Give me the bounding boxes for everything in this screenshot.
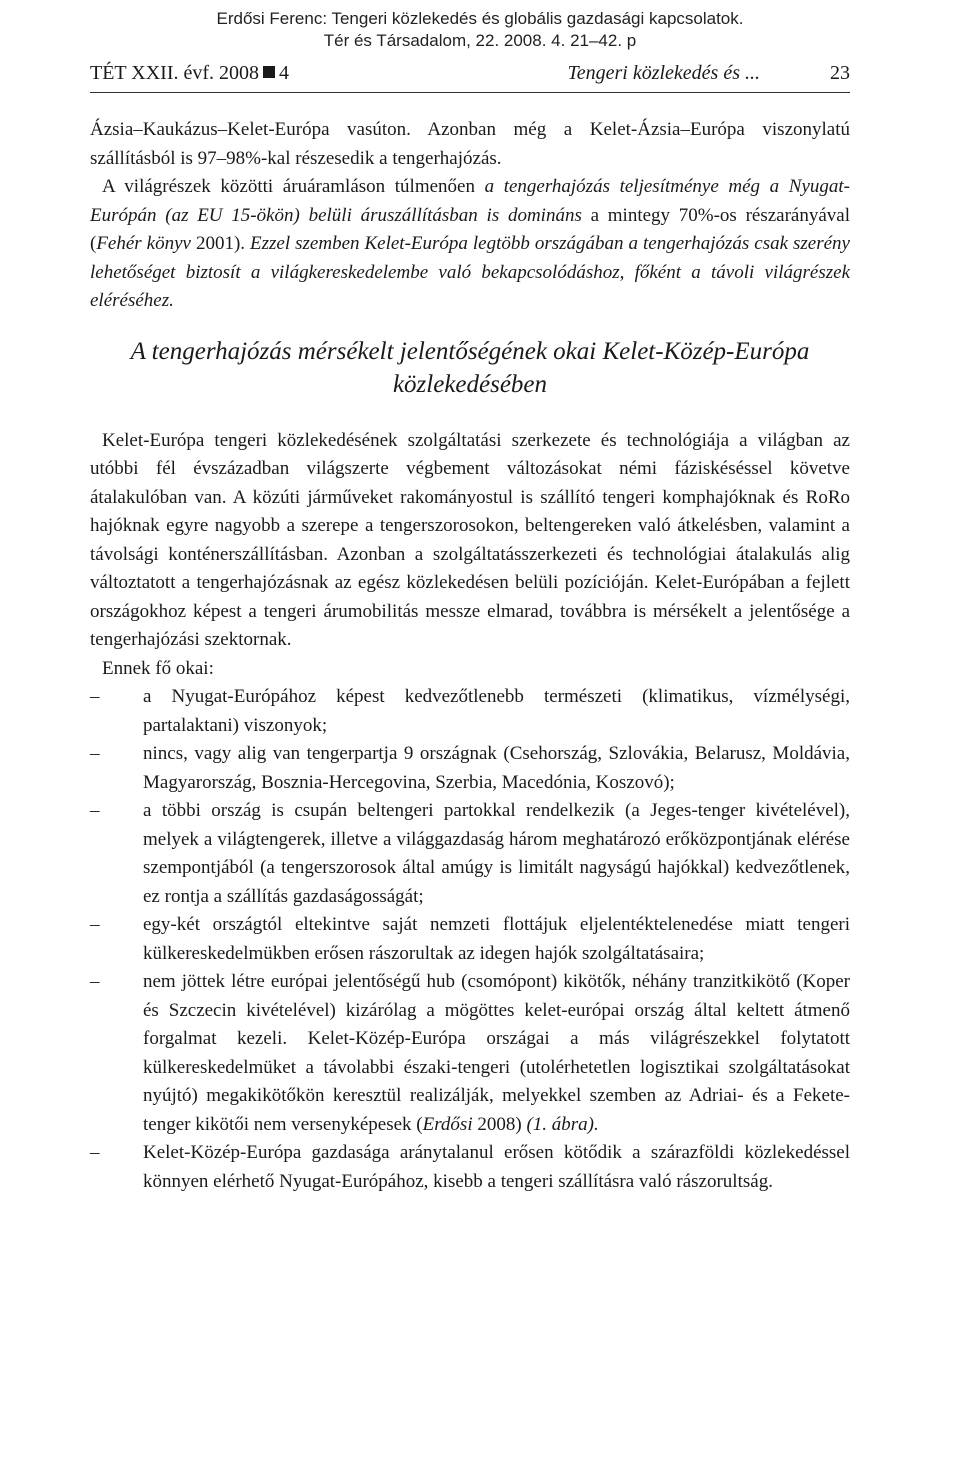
list-intro: Ennek fő okai: [102,657,214,679]
running-head [90,62,850,93]
p2-emphasis-2: Ezzel szemben Kelet-Európa legtöbb országában a tengerhajózás csak szerény lehetőséget biztosít a világkereskedelembe való bekapcsolódáshoz, főként a távoli világrészek eléréséhez. [90,233,850,311]
reasons-list [90,683,850,1196]
citation-author: Erdősi [422,1113,473,1135]
issue-number: 4 [279,62,290,84]
dash-bullet: – [90,971,100,992]
list-item [90,797,850,911]
paragraph-2 [90,173,850,316]
dash-bullet: – [90,1142,100,1163]
running-head-left [90,62,289,85]
citation-header [0,8,960,52]
p2-text-c: a mintegy 70%-os részarányával ( [90,204,850,254]
dash-bullet: – [90,800,100,821]
running-head-right [567,62,850,85]
p2-text-a: A világrészek közötti áruáramláson túlmenően [102,176,485,197]
journal-volume: TÉT XXII. évf. 2008 [90,62,260,84]
p2-citation-year: 2001). [190,233,251,254]
running-title: Tengeri közlekedés és ... [567,62,760,84]
list-item-text: a Nyugat-Európához képest kedvezőtlenebb természeti (klimatikus, vízmélységi, partalaktani) viszonyok; [143,686,850,736]
citation-line-1: Erdősi Ferenc: Tengeri közlekedés és globális gazdasági kapcsolatok. [216,9,744,28]
paragraph-3: Kelet-Európa tengeri közlekedésének szolgáltatási szerkezete és technológiája a világban az utóbbi fél évszázadban világszerte végbement változásokat némi fáziskéséssel követve átalakulóban van. A közúti járműveket rakományostul is szállító tengeri komphajóknak és RoRo hajóknak egyre nagyobb a szerepe a tengerszorosokon, beltengereken való átkelésben, valamint a távolsági konténerszállításban. Azonban a szolgáltatásszerkezeti és technológiai átalakulás alig változtatott a tengerhajózásnak az egész közlekedésen belüli pozícióján. Kelet-Európában a fejlett országokhoz képest a tengeri árumobilitás messze elmarad, továbbra is mérsékelt a jelentősége a tengerhajózási szektornak. [90,429,850,650]
list-item-text: Kelet-Közép-Európa gazdasága aránytalanul erősen kötődik a szárazföldi közlekedéssel könnyen elérhető Nyugat-Európához, kisebb a tengeri szállításra való rászorultság. [143,1142,850,1192]
page-number: 23 [830,62,850,84]
article-body [90,116,850,1196]
p2-citation-author: Fehér könyv [96,233,191,254]
citation-year: 2008) [472,1113,527,1135]
citation-line-2: Tér és Társadalom, 22. 2008. 4. 21–42. p [323,31,637,50]
list-item [90,968,850,1139]
list-item-text: nincs, vagy alig van tengerpartja 9 országnak (Csehország, Szlovákia, Belarusz, Moldávia, Magyarország, Bosznia-Hercegovina, Szerbia, Macedónia, Koszovó); [143,743,850,793]
list-item-text: nem jöttek létre európai jelentőségű hub (csomópont) kikötők, néhány tranzitkikötő (Koper és Szczecin kivételével) kizárólag a mögöttes kelet-európai ország által keltett átmenő forgalmat kezeli. Kelet-Közép-Európa országai a más világrészekkel folytatott külkereskedelmüket a távolabbi északi-tengeri (utolérhetetlen logisztikai szolgáltatásokat nyújtó) megakikötőkön keresztül realizálják, melyekkel szemben az Adriai- és a Fekete-tenger kikötői nem versenyképesek ( [143,971,850,1135]
paragraph-1: Ázsia–Kaukázus–Kelet-Európa vasúton. Azonban még a Kelet-Ázsia–Európa viszonylatú szállításból is 97–98%-kal részesedik a tengerhajózás. [90,119,850,169]
list-item-text: a többi ország is csupán beltengeri partokkal rendelkezik (a Jeges-tenger kivételével), melyek a világtengerek, illetve a világgazdaság három meghatározó erőközpontjának elérése szempontjából (a tengerszorosok által amúgy is limitált nagyságú hajókkal) kedvezőtlenek, ez rontja a szállítás gazdaságosságát; [143,800,850,907]
section-heading: A tengerhajózás mérsékelt jelentőségének okai Kelet-Közép-Európa közlekedésében [130,337,810,398]
list-item [90,683,850,740]
dash-bullet: – [90,686,100,707]
square-bullet-icon [263,66,275,78]
dash-bullet: – [90,914,100,935]
p2-emphasis-1: a tengerhajózás teljesítménye még a Nyugat-Európán (az EU 15-ökön) belüli áruszállításban is domináns [90,176,850,226]
list-item-text: egy-két országtól eltekintve saját nemzeti flottájuk eljelentéktelenedése miatt tengeri külkereskedelmükben erősen rászorultak az idegen hajók szolgáltatásaira; [143,914,850,964]
figure-reference: (1. ábra). [526,1113,599,1135]
list-item [90,740,850,797]
list-item [90,911,850,968]
list-item [90,1139,850,1196]
dash-bullet: – [90,743,100,764]
